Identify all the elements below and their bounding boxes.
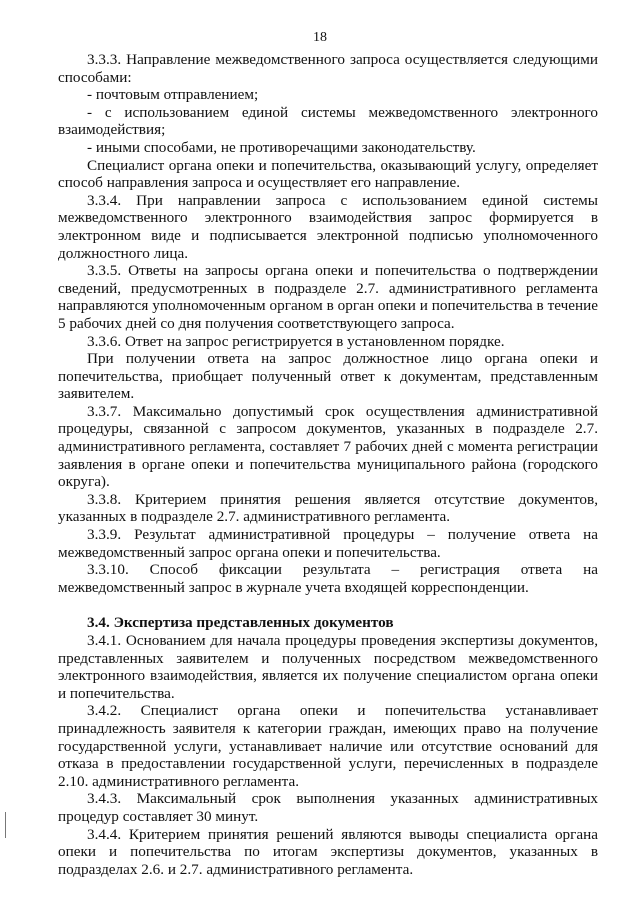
paragraph-3-3-9: 3.3.9. Результат административной процедуры – получение ответа на межведомственный запрос органа опеки и попечительства. <box>58 526 598 561</box>
paragraph-3-3-4: 3.3.4. При направлении запроса с использованием единой системы межведомственного электронного взаимодействия запрос формируется в электронном виде и подписывается электронной подписью уполномоченного должностного лица. <box>58 191 598 262</box>
list-item-postal: - почтовым отправлением; <box>87 86 259 104</box>
scan-edge-mark <box>5 812 6 838</box>
paragraph-3-3-3: 3.3.3. Направление межведомственного запроса осуществляется следующими способами: <box>58 51 598 86</box>
section-heading: 3.4. Экспертиза представленных документов <box>87 614 394 632</box>
paragraph-3-3-5: 3.3.5. Ответы на запросы органа опеки и попечительства о подтверждении сведений, предусмотренных в подразделе 2.7. административного регламента направляются уполномоченным органом в орган опеки и попечительства в течение 5 рабочих дней со дня получения соответствующего запроса. <box>58 262 598 332</box>
page-number: 18 <box>313 30 327 45</box>
document-body <box>58 51 598 878</box>
paragraph-3-4-2: 3.4.2. Специалист органа опеки и попечительства устанавливает принадлежность заявителя к категории граждан, имеющих право на получение государственной услуги, устанавливает наличие или отсутствие оснований для отказа в предоставлении государственной услуги, перечисленных в подразделе 2.10. административного регламента. <box>58 702 598 790</box>
paragraph-3-3-10: 3.3.10. Способ фиксации результата – регистрация ответа на межведомственный запрос в журнале учета входящей корреспонденции. <box>58 561 598 596</box>
list-item-electronic: - с использованием единой системы межведомственного электронного взаимодействия; <box>58 103 598 139</box>
paragraph-3-4-1: 3.4.1. Основанием для начала процедуры проведения экспертизы документов, представленных заявителем и полученных посредством межведомственного электронного взаимодействия, является их получение специалистом органа опеки и попечительства. <box>58 632 598 702</box>
paragraph-3-3-6: 3.3.6. Ответ на запрос регистрируется в установленном порядке. <box>87 332 505 350</box>
paragraph-specialist: Специалист органа опеки и попечительства, оказывающий услугу, определяет способ направления запроса и осуществляет его направление. <box>58 156 598 192</box>
paragraph-3-4-4: 3.4.4. Критерием принятия решений являются выводы специалиста органа опеки и попечительства по итогам экспертизы документов, указанных в подразделах 2.6. и 2.7. административного регламента. <box>58 825 598 878</box>
paragraph-3-4-3: 3.4.3. Максимальный срок выполнения указанных административных процедур составляет 30 минут. <box>58 790 598 825</box>
list-item-other: - иными способами, не противоречащими законодательству. <box>87 138 476 156</box>
paragraph-3-3-8: 3.3.8. Критерием принятия решения является отсутствие документов, указанных в подразделе 2.7. административного регламента. <box>58 490 598 526</box>
paragraph-3-3-7: 3.3.7. Максимально допустимый срок осуществления административной процедуры, связанной с запросом документов, указанных в подразделе 2.7. административного регламента, составляет 7 рабочих дней с момента регистрации заявления в органе опеки и попечительства муниципального района (городского округа). <box>58 402 598 491</box>
paragraph-response: При получении ответа на запрос должностное лицо органа опеки и попечительства, приобщает полученный ответ к документам, представленным заявителем. <box>58 350 598 403</box>
